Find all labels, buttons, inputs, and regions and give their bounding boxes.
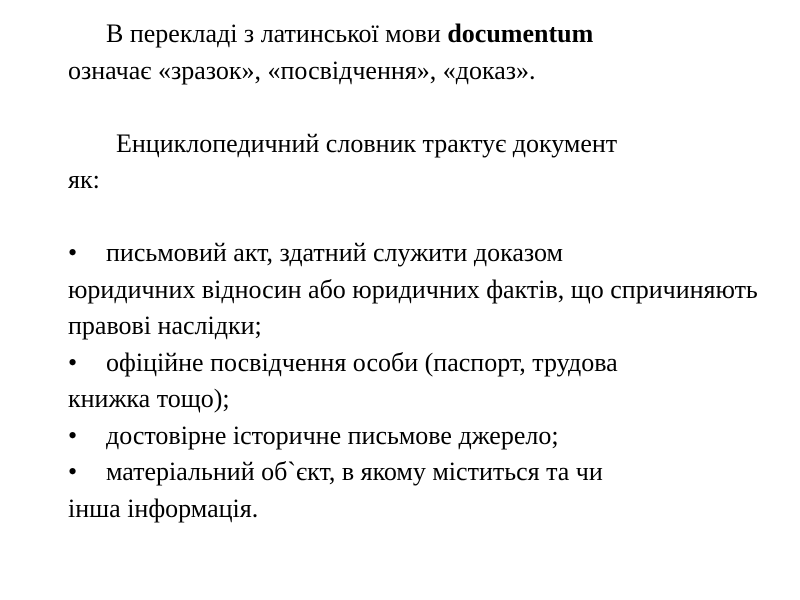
list-item: [68, 418, 768, 455]
slide-content: [68, 16, 768, 527]
bullet-icon: •: [68, 457, 78, 486]
list-item-continuation: книжка тощо);: [68, 384, 230, 413]
intro-text: В перекладі з латинської мови: [106, 19, 448, 48]
bullet-icon: •: [68, 420, 78, 450]
list-item: [68, 235, 768, 345]
intro-paragraph: [68, 16, 768, 89]
intro-meaning: означає «зразок», «посвідчення», «доказ».: [68, 55, 536, 85]
bullet-icon: •: [68, 238, 78, 267]
list-item-first-line: офіційне посвідчення особи (паспорт, трудова: [106, 347, 618, 377]
list-item-first-line: достовірне історичне письмове джерело;: [106, 420, 559, 450]
bullet-icon: •: [68, 347, 78, 377]
list-item-first-line: матеріальний об`єкт, в якому міститься та чи: [106, 457, 603, 486]
definition-line2: як:: [68, 165, 100, 194]
definition-list: [68, 235, 768, 527]
spacer: [68, 89, 768, 126]
list-item: [68, 454, 768, 527]
list-item-continuation: юридичних відносин або юридичних фактів, що спричиняють правові наслідки;: [68, 274, 758, 340]
list-item-continuation: інша інформація.: [68, 493, 259, 523]
list-item: [68, 345, 768, 418]
list-item-first-line: письмовий акт, здатний служити доказом: [106, 238, 563, 267]
latin-term: documentum: [447, 19, 594, 48]
definition-line1: Енциклопедичний словник трактує документ: [116, 128, 618, 158]
definition-intro: [68, 126, 768, 199]
spacer: [68, 199, 768, 236]
